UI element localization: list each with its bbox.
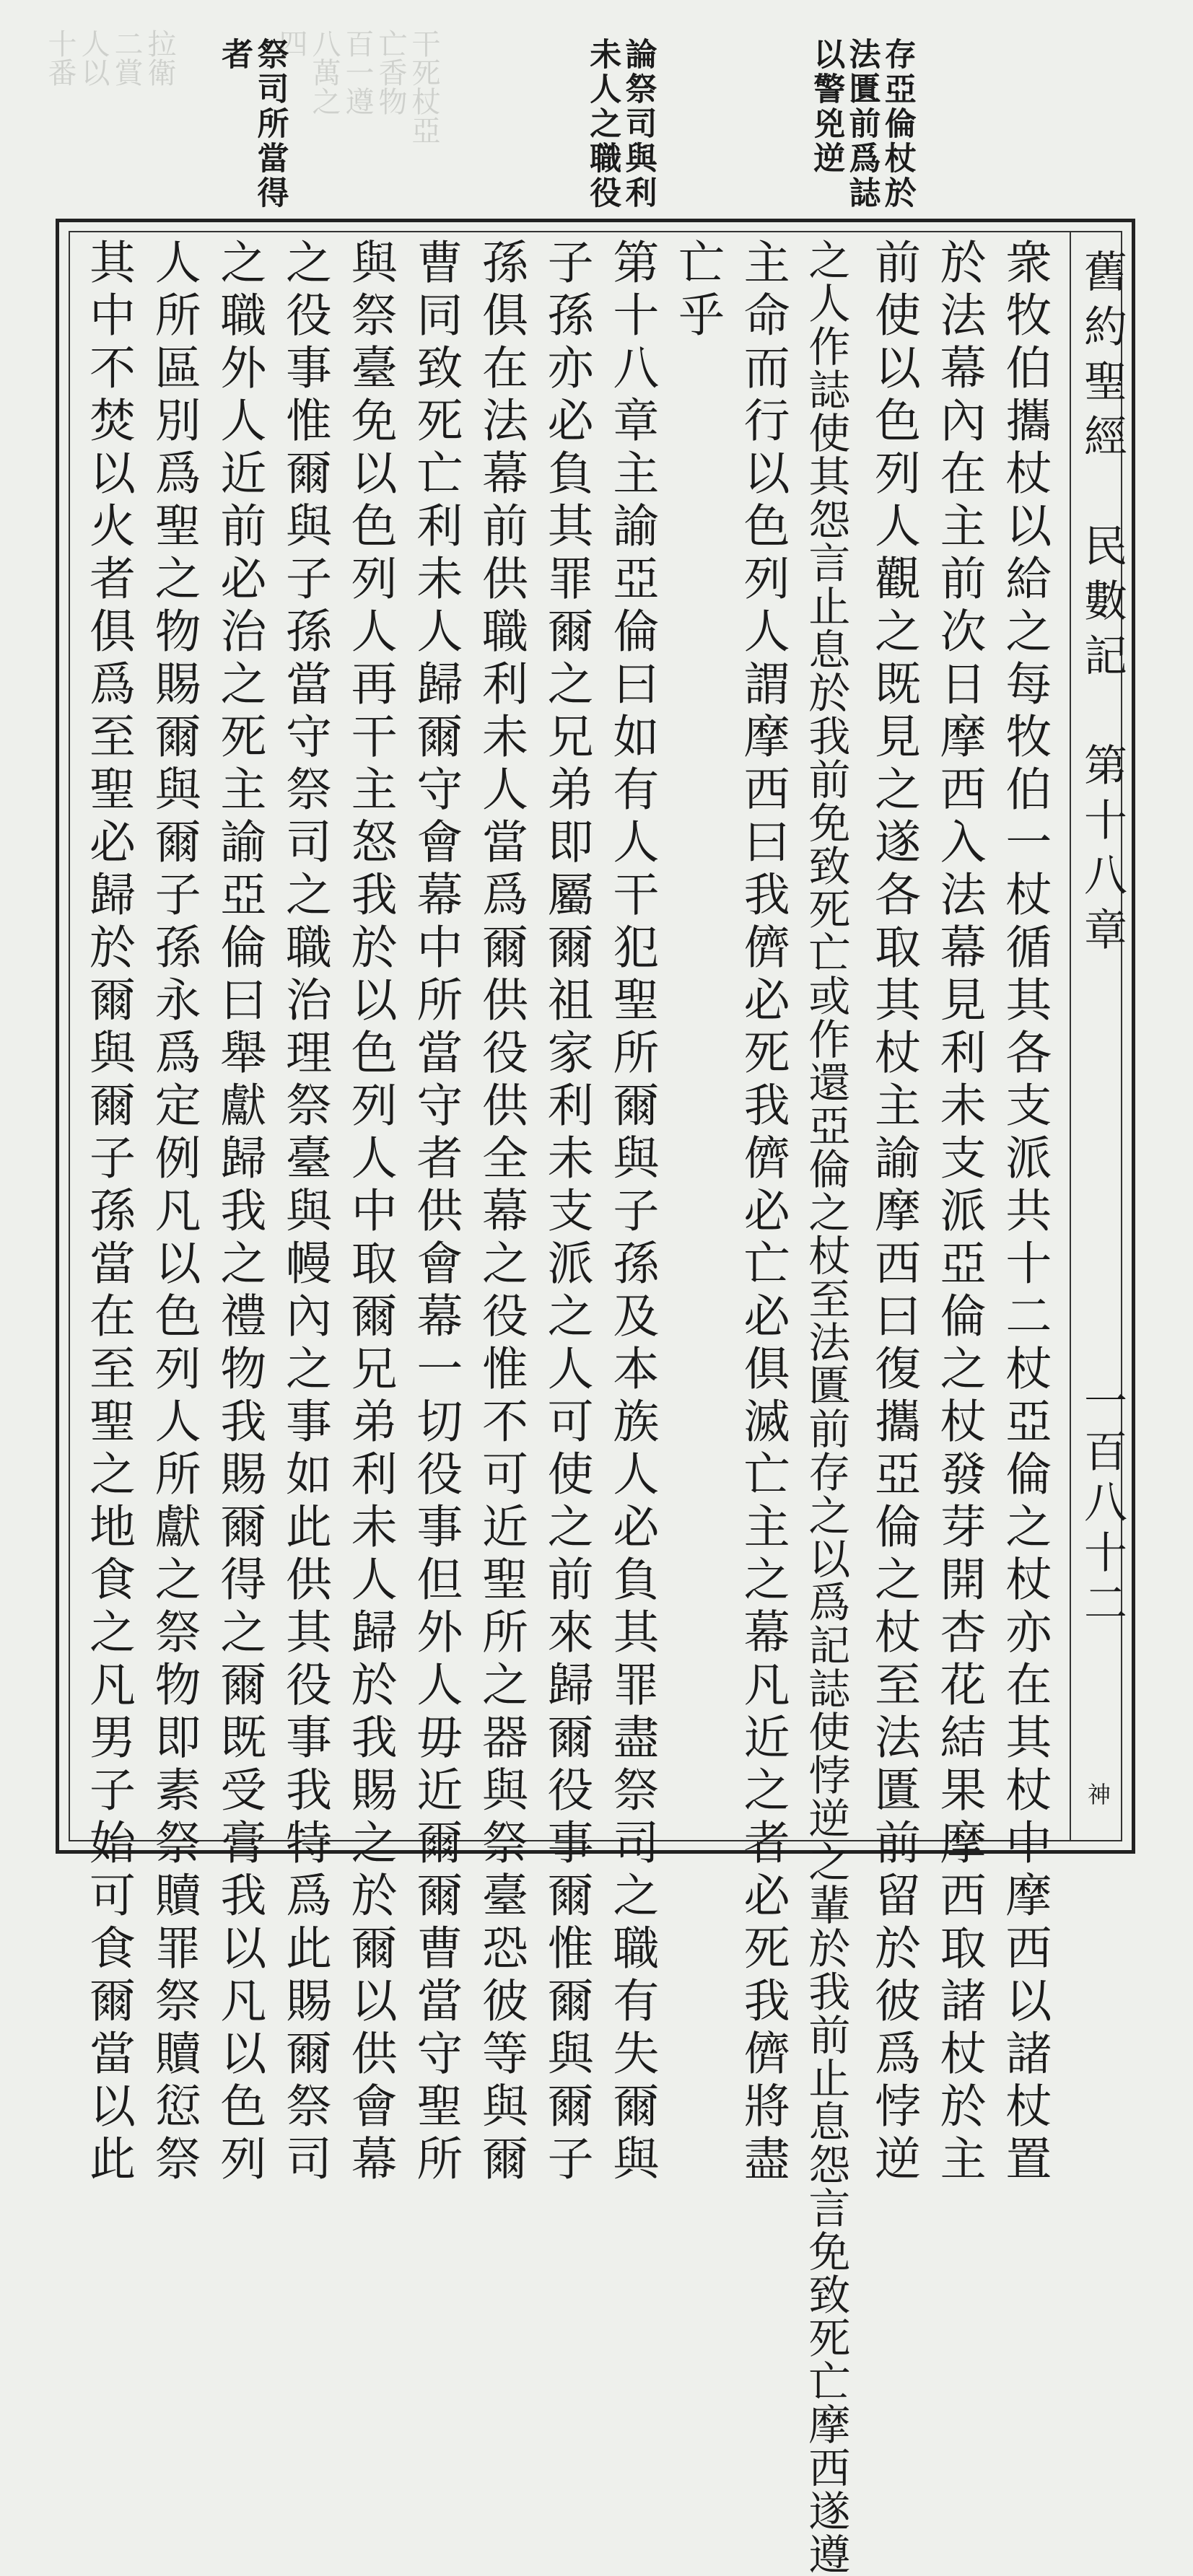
text-column: 之役事惟爾與子孫當守祭司之職治理祭臺與幔內之事如此供其役事我特爲此賜爾祭司	[278, 238, 331, 2187]
text-column: 之人作誌使其怨言止息於我前免致死亡或作還亞倫之杖至法匱前存之以爲記誌使悖逆之輩於我前止息怨言免致死亡摩西遂遵	[801, 238, 851, 2576]
text-column: 子孫亦必負其罪爾之兄弟即屬爾祖家利未支派之人可使之前來歸爾役事爾惟爾與爾子	[539, 238, 593, 2187]
text-column: 第十八章主諭亞倫曰如有人干犯聖所爾與子孫及本族人必負其罪盡祭司之職有失爾與	[605, 238, 659, 2187]
margin-note: 存亞倫杖於 法匱前爲誌 以警兇逆	[808, 38, 916, 211]
bleed-through-text: 干死杖亞 亡香物 百一遵 八萬之 四	[274, 29, 440, 144]
text-column: 曹同致死亡利未人歸爾守會幕中所當守者供會幕一切役事但外人毋近爾爾曹當守聖所	[408, 238, 463, 2187]
text-column: 之職外人近前必治之死主諭亞倫曰舉獻歸我之禮物我賜爾得之爾既受膏我以凡以色列	[212, 238, 266, 2187]
text-column: 孫俱在法幕前供職利未人當爲爾供役供全幕之役惟不可近聖所之器與祭臺恐彼等與爾	[474, 238, 528, 2187]
margin-note: 論祭司與利 未人之職役	[584, 38, 657, 211]
text-column: 衆牧伯攜杖以給之每牧伯一杖循其各支派共十二杖亞倫之杖亦在其杖中摩西以諸杖置	[997, 238, 1052, 2187]
text-column: 與祭臺免以色列人再干主怒我於以色列人中取爾兄弟利未人歸於我賜之於爾以供會幕	[343, 238, 397, 2187]
running-title: 舊約聖經 民數記 第十八章	[1077, 249, 1127, 962]
text-column: 主命而行以色列人謂摩西曰我儕必死我儕必亡必俱滅亡主之幕凡近之者必死我儕將盡	[735, 238, 790, 2187]
text-column: 於法幕內在主前次日摩西入法幕見利未支派亞倫之杖發芽開杏花結果摩西取諸杖於主	[932, 238, 986, 2187]
text-column: 人所區別爲聖之物賜爾與爾子孫永爲定例凡以色列人所獻之祭物即素祭贖罪祭贖愆祭	[147, 238, 201, 2187]
header-separator	[1070, 231, 1071, 1841]
text-column: 其中不焚以火者俱爲至聖必歸於爾與爾子孫當在至聖之地食之凡男子始可食爾當以此	[82, 238, 135, 2187]
footer-mark: 神	[1084, 1782, 1111, 1805]
margin-note: 祭司所當得 者	[216, 38, 289, 211]
page-number: 一百八十二	[1077, 1378, 1127, 1631]
bleed-through-text: 拉衛 二賞 人以 十番	[43, 29, 176, 87]
text-column: 前使以色列人觀之既見之遂各取其杖主諭摩西曰復攜亞倫之杖至法匱前留於彼爲悖逆	[867, 238, 920, 2187]
text-column: 亡乎	[670, 238, 724, 343]
